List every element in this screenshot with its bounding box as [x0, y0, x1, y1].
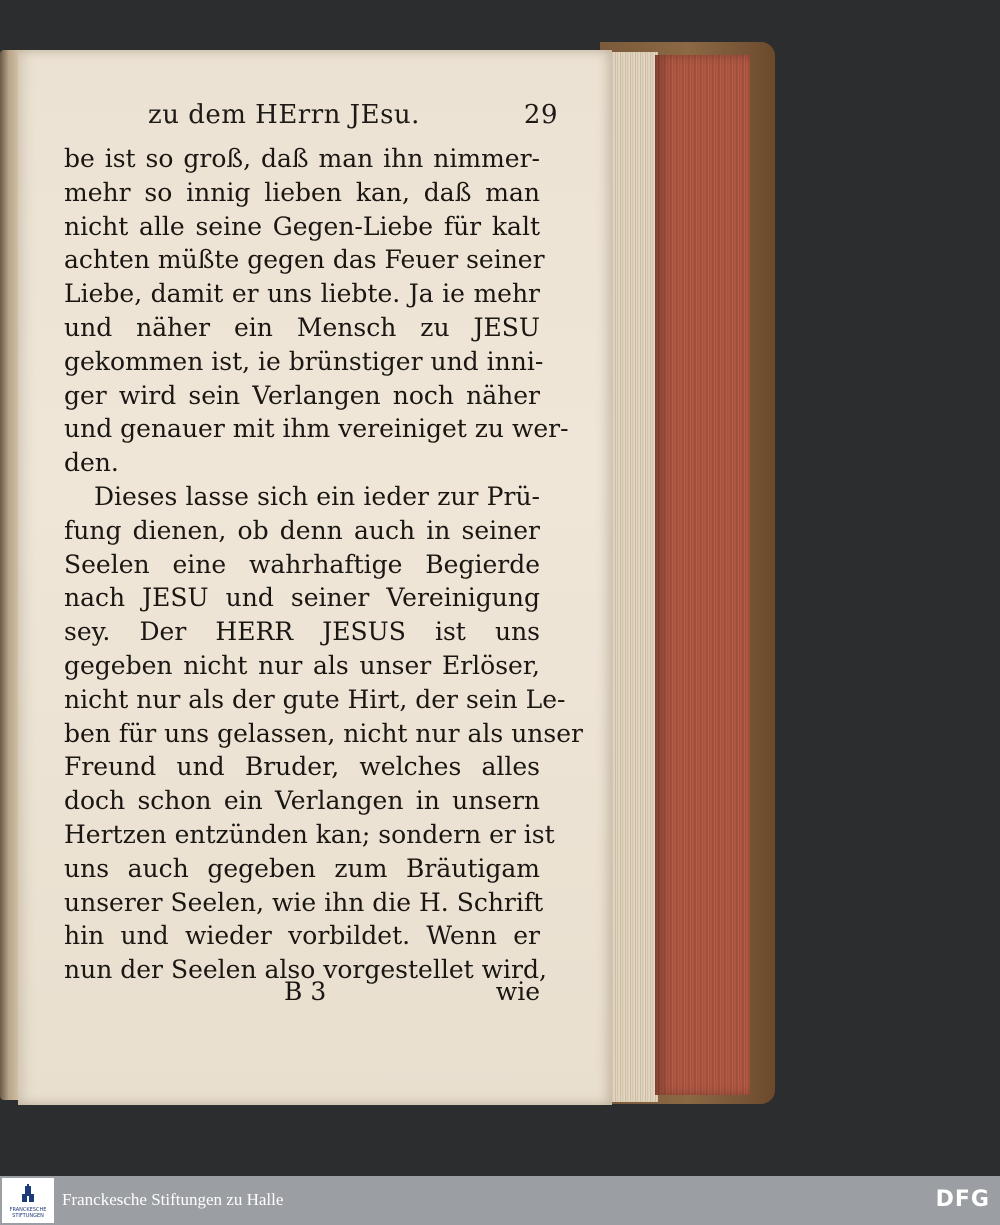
text-line: und näher ein Mensch zu JESU: [64, 312, 540, 342]
text-line: Dieses lasse sich ein ieder zur Prü-: [94, 481, 540, 511]
text-line: hin und wieder vorbildet. Wenn er: [64, 921, 540, 951]
text-line: achten müßte gegen das Feuer seiner: [64, 245, 545, 275]
institution-logo[interactable]: [2, 1178, 54, 1223]
red-fore-edge: [655, 55, 750, 1095]
text-line: nun der Seelen also vorgestellet wird,: [64, 955, 547, 985]
text-line: nicht alle seine Gegen-Liebe für kalt: [64, 211, 540, 241]
logo-text: FRANCKESCHE STIFTUNGEN: [9, 1207, 47, 1219]
text-line: gegeben nicht nur als unser Erlöser,: [64, 650, 540, 680]
page-stack-edges: [606, 52, 658, 1102]
text-line: Freund und Bruder, welches alles: [64, 752, 540, 782]
text-line: gekommen ist, ie brünstiger und inni-: [64, 346, 544, 376]
viewer-footer-bar: [0, 1176, 1000, 1225]
text-line: den.: [64, 448, 119, 478]
text-line: nach JESU und seiner Vereinigung: [64, 583, 540, 613]
text-line: Liebe, damit er uns liebte. Ja ie mehr: [64, 279, 540, 309]
page-number: 29: [523, 100, 558, 130]
text-line: unserer Seelen, wie ihn die H. Schrift: [64, 887, 544, 917]
text-line: Seelen eine wahrhaftige Begierde: [64, 549, 540, 579]
page-footer: [64, 977, 540, 1011]
text-line: und genauer mit ihm vereiniget zu wer-: [64, 414, 569, 444]
catchword: wie: [495, 977, 540, 1006]
book-page: [18, 50, 612, 1105]
text-line: sey. Der HERR JESUS ist uns: [64, 617, 540, 647]
dfg-logo[interactable]: DFG: [935, 1187, 990, 1212]
text-line: doch schon ein Verlangen in unsern: [64, 786, 540, 816]
text-line: nicht nur als der gute Hirt, der sein Le-: [64, 684, 566, 714]
signature-mark: B 3: [284, 977, 327, 1006]
body-text: [64, 142, 583, 987]
text-line: ben für uns gelassen, nicht nur als unser: [64, 718, 583, 748]
text-line: Hertzen entzünden kan; sondern er ist: [64, 819, 555, 849]
institution-name[interactable]: Franckesche Stiftungen zu Halle: [62, 1190, 284, 1209]
tower-icon: [20, 1184, 36, 1204]
text-line: uns auch gegeben zum Bräutigam: [64, 853, 540, 883]
text-line: fung dienen, ob denn auch in seiner: [64, 515, 540, 545]
text-line: be ist so groß, daß man ihn nimmer-: [64, 144, 540, 173]
text-line: ger wird sein Verlangen noch näher: [64, 380, 540, 410]
page-header: [148, 100, 558, 140]
running-title: zu dem HErrn JEsu.: [148, 100, 420, 130]
text-line: mehr so innig lieben kan, daß man: [64, 177, 540, 207]
